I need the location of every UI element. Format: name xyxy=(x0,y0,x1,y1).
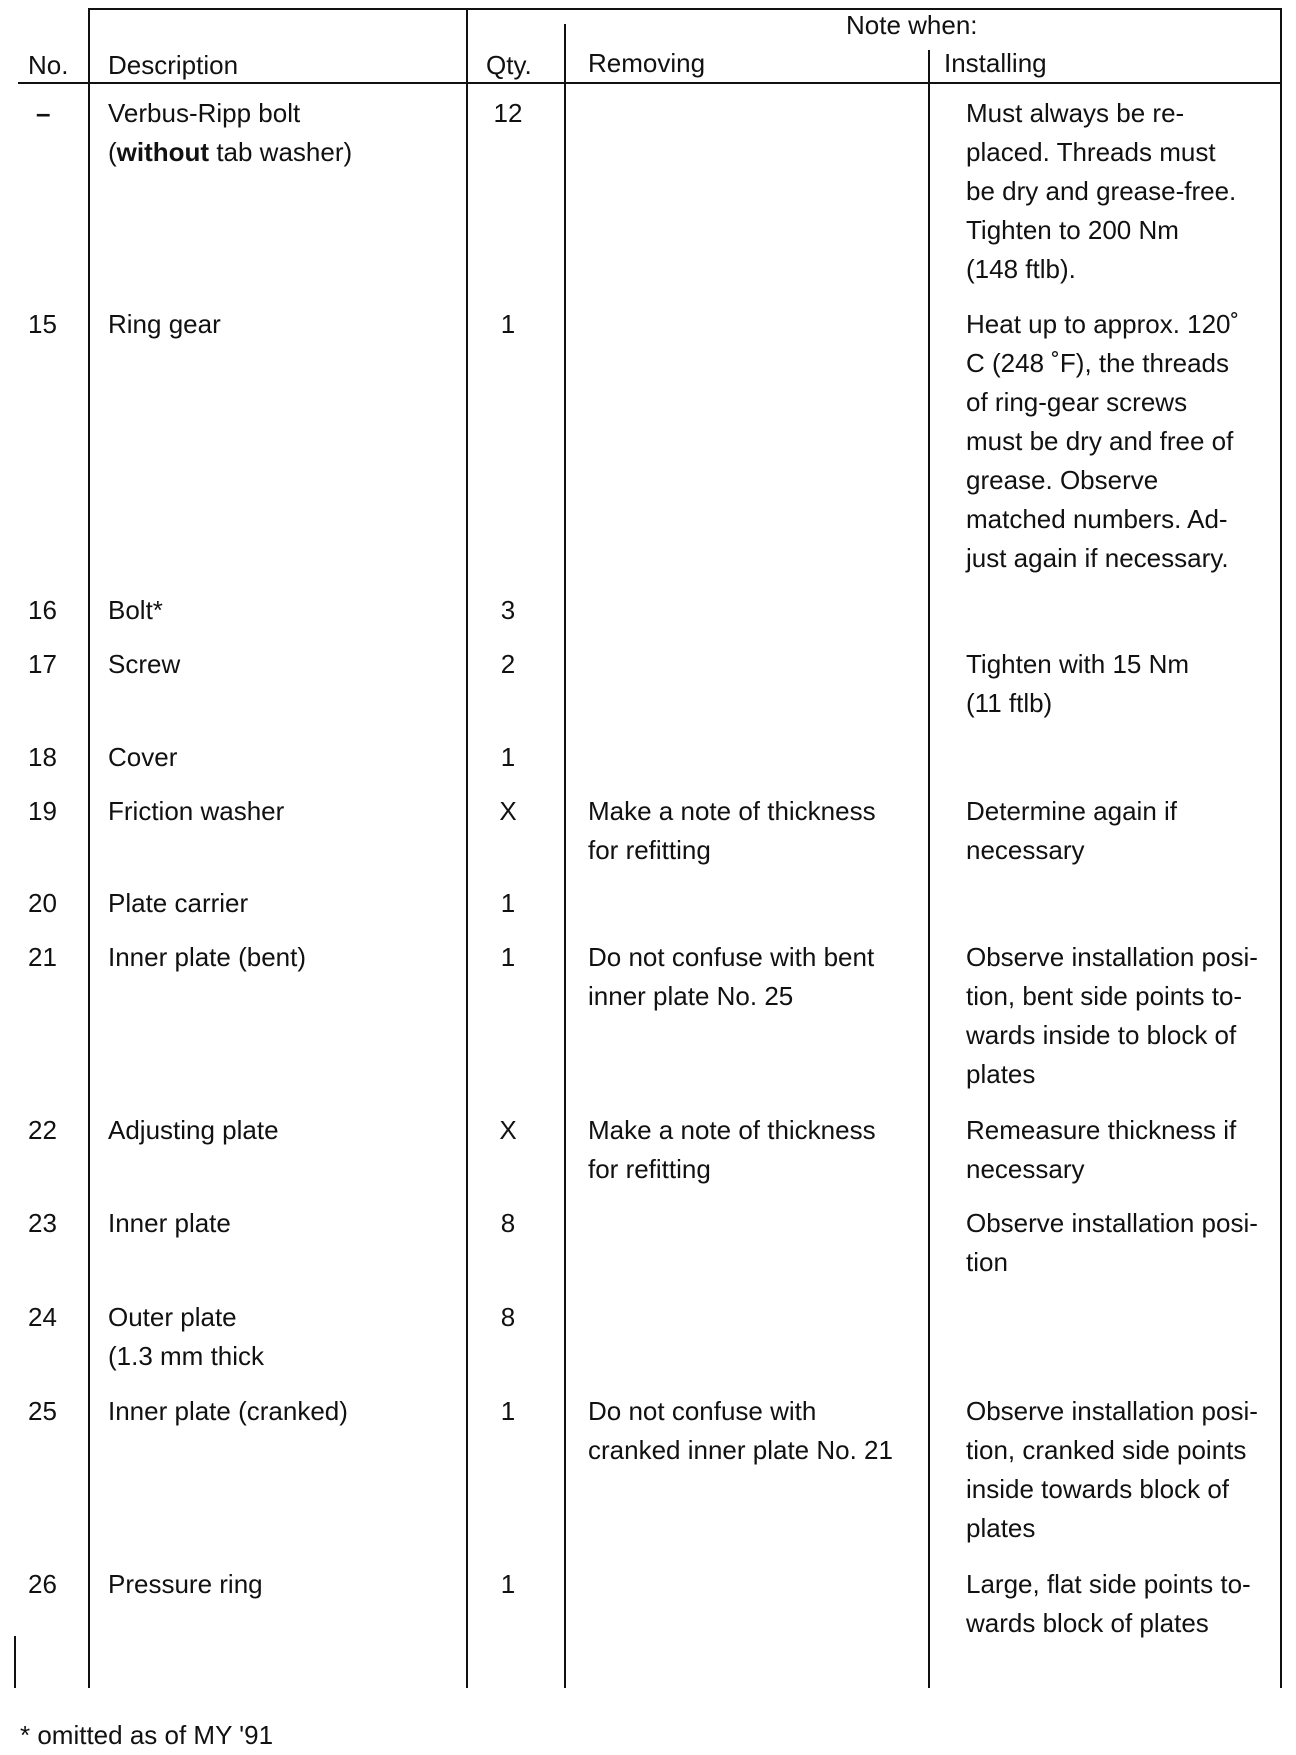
column-divider-no xyxy=(88,10,90,1688)
part-quantity: 1 xyxy=(500,309,516,339)
installing-note-line: Heat up to approx. 120˚ xyxy=(966,309,1240,339)
installing-note-line: necessary xyxy=(966,1154,1085,1184)
removing-note xyxy=(588,938,928,1016)
removing-note xyxy=(588,1111,928,1189)
part-description xyxy=(108,792,468,831)
installing-note-line: inside towards block of xyxy=(966,1474,1230,1504)
part-number: 21 xyxy=(28,942,57,972)
part-quantity: 3 xyxy=(500,595,516,625)
installing-note-line: Observe installation posi- xyxy=(966,942,1258,972)
column-divider-removing xyxy=(928,50,930,1688)
removing-note-line: Make a note of thickness xyxy=(588,796,876,826)
installing-note-line: plates xyxy=(966,1513,1036,1543)
removing-note-line: for refitting xyxy=(588,835,711,865)
removing-note xyxy=(588,1392,928,1470)
header-removing: Removing xyxy=(588,48,706,78)
part-number: 16 xyxy=(28,595,57,625)
part-number: 19 xyxy=(28,796,57,826)
installing-note-line: Tighten with 15 Nm xyxy=(966,649,1190,679)
part-quantity: 8 xyxy=(500,1302,516,1332)
installing-note xyxy=(966,1392,1296,1548)
part-description-line: (1.3 mm thick xyxy=(108,1341,265,1371)
header-installing: Installing xyxy=(944,48,1047,78)
column-divider-description xyxy=(466,10,468,1688)
table-top-border xyxy=(88,8,1282,10)
part-quantity: 1 xyxy=(500,942,516,972)
installing-note-line: be dry and grease-free. xyxy=(966,176,1237,206)
installing-note-line: of ring-gear screws xyxy=(966,387,1188,417)
part-description-line: (without tab washer) xyxy=(108,137,353,167)
part-description xyxy=(108,645,468,684)
installing-note xyxy=(966,1111,1296,1189)
installing-note-line: placed. Threads must xyxy=(966,137,1216,167)
part-description-line: Outer plate xyxy=(108,1302,237,1332)
installing-note-line: wards inside to block of xyxy=(966,1020,1237,1050)
column-divider-qty xyxy=(564,24,566,1688)
part-description xyxy=(108,1111,468,1150)
installing-note-line: just again if necessary. xyxy=(966,543,1229,573)
part-quantity: 1 xyxy=(500,888,516,918)
part-description-line: Screw xyxy=(108,649,181,679)
installing-note-line: grease. Observe xyxy=(966,465,1159,495)
header-note-when: Note when: xyxy=(846,10,978,40)
removing-note-line: Make a note of thickness xyxy=(588,1115,876,1145)
part-number: 15 xyxy=(28,309,57,339)
installing-note-line: Must always be re- xyxy=(966,98,1185,128)
part-description xyxy=(108,1298,468,1376)
removing-note-line: Do not confuse with xyxy=(588,1396,817,1426)
installing-note-line: Observe installation posi- xyxy=(966,1208,1258,1238)
installing-note xyxy=(966,645,1296,723)
removing-note-line: for refitting xyxy=(588,1154,711,1184)
part-number: 24 xyxy=(28,1302,57,1332)
installing-note xyxy=(966,938,1296,1094)
part-description-line: Cover xyxy=(108,742,178,772)
header-no: No. xyxy=(28,50,69,80)
part-description-line: Pressure ring xyxy=(108,1569,263,1599)
installing-note-line: Remeasure thickness if xyxy=(966,1115,1237,1145)
installing-note xyxy=(966,94,1296,289)
part-number: 18 xyxy=(28,742,57,772)
part-description-line: Adjusting plate xyxy=(108,1115,279,1145)
part-description xyxy=(108,884,468,923)
installing-note xyxy=(966,1204,1296,1282)
part-description xyxy=(108,738,468,777)
installing-note-line: wards block of plates xyxy=(966,1608,1209,1638)
part-number: – xyxy=(36,98,51,128)
part-description xyxy=(108,1565,468,1604)
installing-note xyxy=(966,1565,1296,1643)
part-description xyxy=(108,94,468,172)
footnote: * omitted as of MY '91 xyxy=(20,1720,274,1750)
removing-note-line: Do not confuse with bent xyxy=(588,942,875,972)
part-quantity: 8 xyxy=(500,1208,516,1238)
part-description-line: Plate carrier xyxy=(108,888,249,918)
part-description-line: Ring gear xyxy=(108,309,221,339)
part-description-line: Inner plate (bent) xyxy=(108,942,307,972)
part-description-line: Friction washer xyxy=(108,796,285,826)
installing-note-line: matched numbers. Ad- xyxy=(966,504,1228,534)
part-number: 26 xyxy=(28,1569,57,1599)
part-description xyxy=(108,591,468,630)
part-quantity: 1 xyxy=(500,742,516,772)
header-qty: Qty. xyxy=(486,50,532,80)
part-number: 22 xyxy=(28,1115,57,1145)
installing-note-line: Large, flat side points to- xyxy=(966,1569,1251,1599)
installing-note-line: (148 ftlb). xyxy=(966,254,1076,284)
part-quantity: 12 xyxy=(493,98,523,128)
part-quantity: 1 xyxy=(500,1396,516,1426)
installing-note-line: plates xyxy=(966,1059,1036,1089)
installing-note-line: tion, bent side points to- xyxy=(966,981,1243,1011)
removing-note xyxy=(588,792,928,870)
part-quantity: X xyxy=(499,1115,517,1145)
part-description-line: Inner plate xyxy=(108,1208,231,1238)
installing-note-line: tion xyxy=(966,1247,1008,1277)
part-description xyxy=(108,1392,468,1431)
part-description xyxy=(108,305,468,344)
header-description: Description xyxy=(108,50,239,80)
removing-note-line: inner plate No. 25 xyxy=(588,981,794,1011)
part-number: 23 xyxy=(28,1208,57,1238)
installing-note-line: (11 ftlb) xyxy=(966,688,1053,718)
installing-note-line: Tighten to 200 Nm xyxy=(966,215,1179,245)
part-quantity: 1 xyxy=(500,1569,516,1599)
part-number: 20 xyxy=(28,888,57,918)
part-description-line: Verbus-Ripp bolt xyxy=(108,98,301,128)
part-description-line: Inner plate (cranked) xyxy=(108,1396,348,1426)
part-number: 25 xyxy=(28,1396,57,1426)
part-description xyxy=(108,938,468,977)
part-quantity: 2 xyxy=(500,649,516,679)
table-left-border xyxy=(14,1636,16,1688)
part-description-line: Bolt* xyxy=(108,595,163,625)
installing-note-line: C (248 ˚F), the threads xyxy=(966,348,1229,378)
removing-note-line: cranked inner plate No. 21 xyxy=(588,1435,893,1465)
installing-note-line: Observe installation posi- xyxy=(966,1396,1258,1426)
installing-note-line: must be dry and free of xyxy=(966,426,1234,456)
part-quantity: X xyxy=(499,796,517,826)
part-description xyxy=(108,1204,468,1243)
installing-note-line: necessary xyxy=(966,835,1085,865)
installing-note xyxy=(966,792,1296,870)
installing-note xyxy=(966,305,1296,578)
part-number: 17 xyxy=(28,649,57,679)
installing-note-line: tion, cranked side points xyxy=(966,1435,1247,1465)
installing-note-line: Determine again if xyxy=(966,796,1177,826)
